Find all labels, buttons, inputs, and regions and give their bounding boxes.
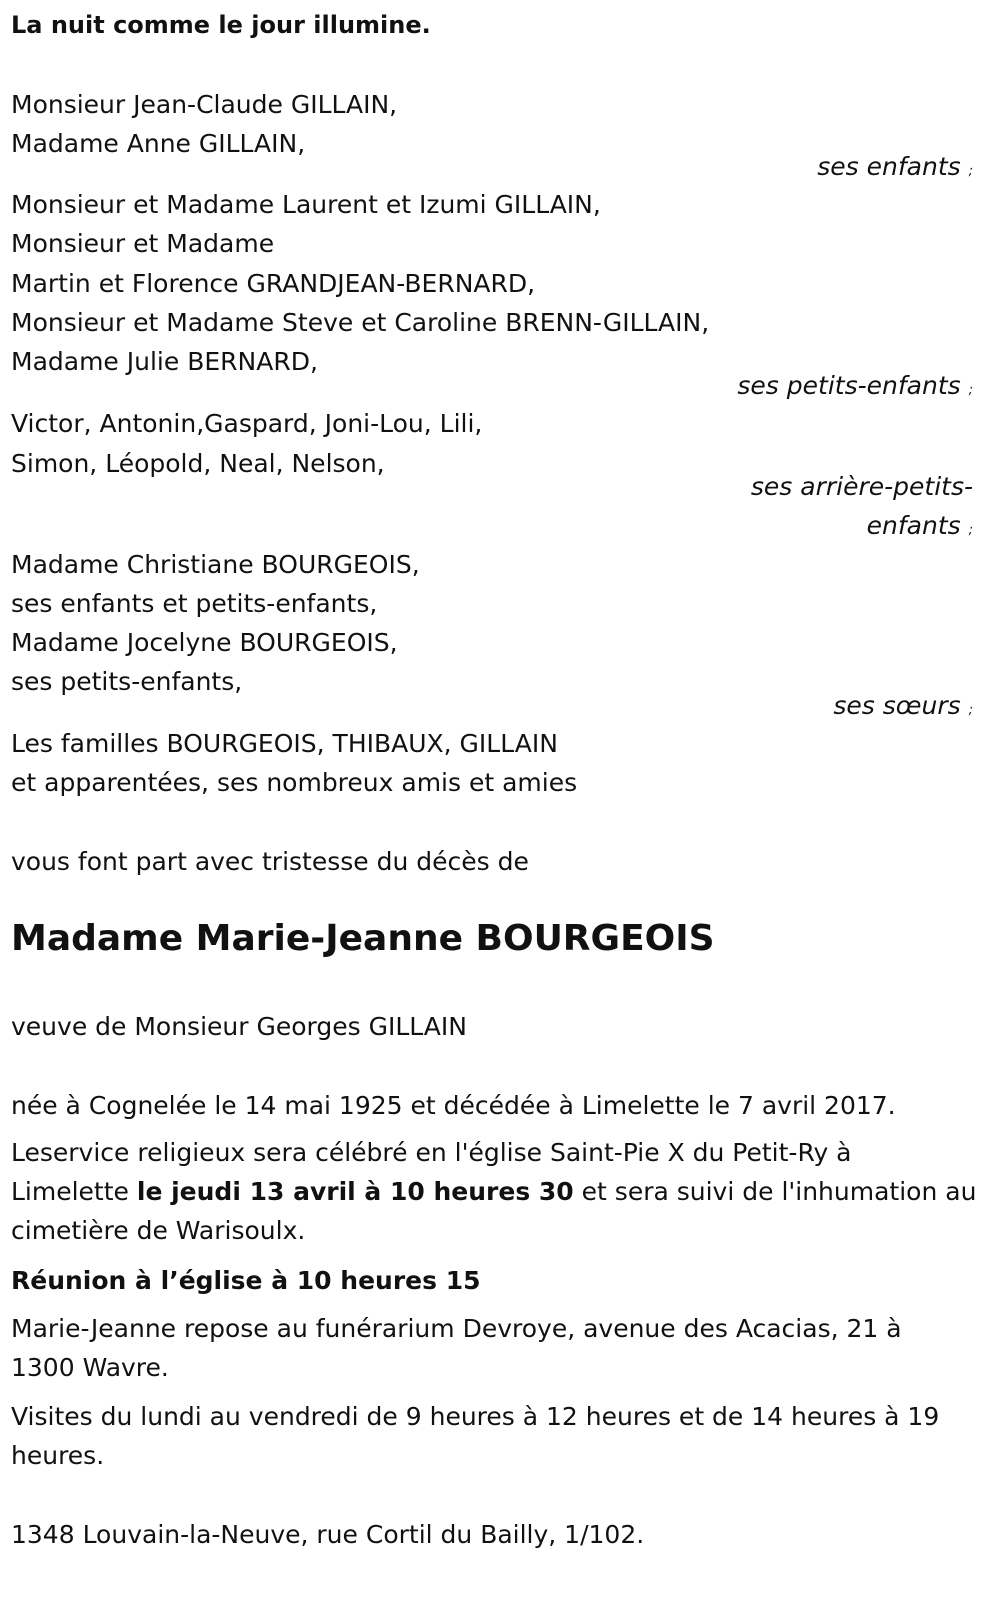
address: 1348 Louvain-la-Neuve, rue Cortil du Bailly, 1/102. xyxy=(11,1520,645,1549)
semicolon: ; xyxy=(968,164,973,179)
children-line-1: Monsieur Jean-Claude GILLAIN, xyxy=(11,90,398,119)
children-line-2: Madame Anne GILLAIN, xyxy=(11,129,306,158)
grandchildren-role xyxy=(737,366,973,410)
children-role xyxy=(817,147,973,191)
service-datetime: le jeudi 13 avril à 10 heures 30 xyxy=(136,1177,574,1206)
visits-line-1: Visites du lundi au vendredi de 9 heures à 12 heures et de 14 heures à 19 xyxy=(11,1402,940,1431)
grandchildren-line-1: Monsieur et Madame Laurent et Izumi GILLAIN, xyxy=(11,190,601,219)
sisters-line-3: Madame Jocelyne BOURGEOIS, xyxy=(11,628,398,657)
service-line-2 xyxy=(11,1172,976,1211)
sisters-line-4: ses petits-enfants, xyxy=(11,667,243,696)
semicolon: ; xyxy=(968,383,973,398)
reunion: Réunion à l’église à 10 heures 15 xyxy=(11,1266,481,1295)
visits-line-2: heures. xyxy=(11,1441,105,1470)
grandchildren-role-text: ses petits-enfants xyxy=(737,371,961,400)
funerarium-line-1: Marie-Jeanne repose au funérarium Devroye, avenue des Acacias, 21 à xyxy=(11,1314,902,1343)
grandchildren-line-4: Monsieur et Madame Steve et Caroline BRENN-GILLAIN, xyxy=(11,308,710,337)
children-role-text: ses enfants xyxy=(817,152,961,181)
semicolon: ; xyxy=(968,703,973,718)
grandchildren-line-5: Madame Julie BERNARD, xyxy=(11,347,318,376)
widow-of: veuve de Monsieur Georges GILLAIN xyxy=(11,1012,467,1041)
deceased-name: Madame Marie-Jeanne BOURGEOIS xyxy=(11,918,715,959)
announcement: vous font part avec tristesse du décès de xyxy=(11,847,529,876)
sisters-role-text: ses sœurs xyxy=(833,691,961,720)
semicolon: ; xyxy=(968,523,973,538)
service-line-1: Leservice religieux sera célébré en l'église Saint-Pie X du Petit-Ry à xyxy=(11,1138,852,1167)
great-grandchildren-role-line-2 xyxy=(867,506,973,550)
motto: La nuit comme le jour illumine. xyxy=(11,11,431,39)
great-grandchildren-line-1: Victor, Antonin,Gaspard, Joni-Lou, Lili, xyxy=(11,409,483,438)
great-grandchildren-role-line-1: ses arrière-petits- xyxy=(750,472,973,501)
grandchildren-line-2: Monsieur et Madame xyxy=(11,229,275,258)
service-place: Limelette xyxy=(11,1177,137,1206)
service-line-3: cimetière de Warisoulx. xyxy=(11,1216,306,1245)
funerarium-line-2: 1300 Wavre. xyxy=(11,1353,169,1382)
great-grandchildren-line-2: Simon, Léopold, Neal, Nelson, xyxy=(11,449,385,478)
sisters-line-2: ses enfants et petits-enfants, xyxy=(11,589,378,618)
great-grandchildren-role-text: enfants xyxy=(866,511,961,540)
families-line-2: et apparentées, ses nombreux amis et amies xyxy=(11,768,578,797)
sisters-line-1: Madame Christiane BOURGEOIS, xyxy=(11,550,420,579)
sisters-role xyxy=(833,686,973,730)
birth-death: née à Cognelée le 14 mai 1925 et décédée à Limelette le 7 avril 2017. xyxy=(11,1091,896,1120)
service-burial: et sera suivi de l'inhumation au xyxy=(573,1177,977,1206)
grandchildren-line-3: Martin et Florence GRANDJEAN-BERNARD, xyxy=(11,269,536,298)
families-line-1: Les familles BOURGEOIS, THIBAUX, GILLAIN xyxy=(11,729,558,758)
